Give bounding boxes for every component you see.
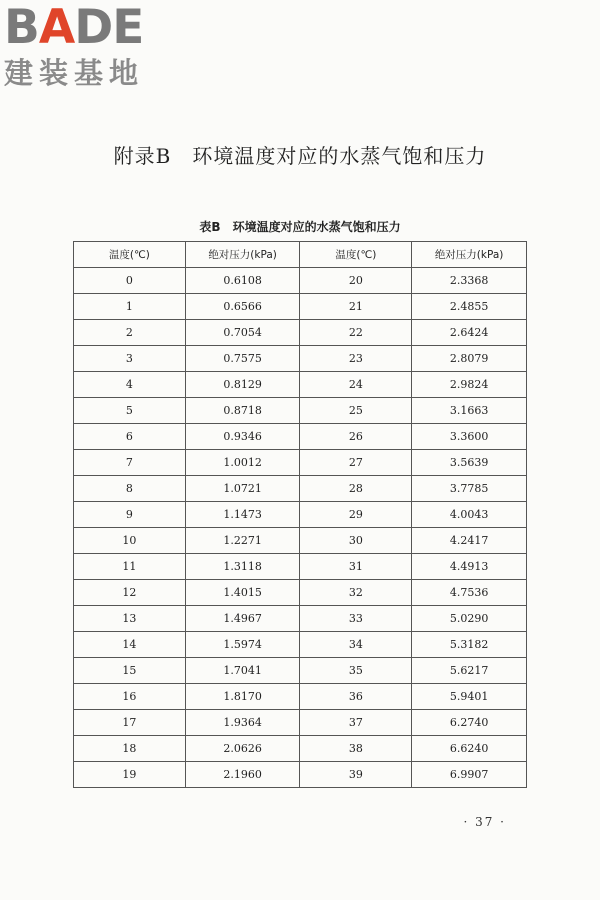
cell-temperature-left: 8 <box>74 476 186 502</box>
cell-temperature-left: 16 <box>74 684 186 710</box>
cell-temperature-left: 5 <box>74 398 186 424</box>
cell-pressure-left: 1.8170 <box>185 684 300 710</box>
cell-temperature-right: 25 <box>300 398 412 424</box>
cell-pressure-left: 0.7054 <box>185 320 300 346</box>
table-row <box>74 372 527 398</box>
cell-pressure-left: 0.8129 <box>185 372 300 398</box>
cell-temperature-right: 29 <box>300 502 412 528</box>
cell-pressure-left: 0.8718 <box>185 398 300 424</box>
cell-temperature-right: 23 <box>300 346 412 372</box>
cell-temperature-right: 24 <box>300 372 412 398</box>
cell-pressure-right: 6.6240 <box>412 736 527 762</box>
cell-temperature-left: 12 <box>74 580 186 606</box>
table-row <box>74 502 527 528</box>
table-row <box>74 320 527 346</box>
cell-temperature-left: 6 <box>74 424 186 450</box>
cell-temperature-left: 19 <box>74 762 186 788</box>
cell-pressure-left: 1.5974 <box>185 632 300 658</box>
cell-temperature-left: 10 <box>74 528 186 554</box>
table-caption: 表B 环境温度对应的水蒸气饱和压力 <box>199 220 401 234</box>
table-row <box>74 528 527 554</box>
cell-pressure-left: 1.4015 <box>185 580 300 606</box>
cell-temperature-left: 9 <box>74 502 186 528</box>
cell-pressure-left: 1.7041 <box>185 658 300 684</box>
cell-temperature-right: 27 <box>300 450 412 476</box>
header-pressure-right: 绝对压力(kPa) <box>412 242 527 268</box>
cell-temperature-right: 34 <box>300 632 412 658</box>
cell-pressure-right: 5.6217 <box>412 658 527 684</box>
cell-temperature-right: 37 <box>300 710 412 736</box>
table-row <box>74 346 527 372</box>
cell-pressure-left: 0.7575 <box>185 346 300 372</box>
table-row <box>74 658 527 684</box>
cell-pressure-right: 5.9401 <box>412 684 527 710</box>
brand-logo-subtitle: 建装基地 <box>4 56 145 90</box>
cell-temperature-right: 33 <box>300 606 412 632</box>
cell-temperature-left: 2 <box>74 320 186 346</box>
cell-pressure-right: 2.4855 <box>412 294 527 320</box>
table-row <box>74 580 527 606</box>
cell-pressure-left: 1.9364 <box>185 710 300 736</box>
cell-temperature-right: 36 <box>300 684 412 710</box>
cell-temperature-left: 17 <box>74 710 186 736</box>
cell-pressure-left: 2.1960 <box>185 762 300 788</box>
brand-logo-letters-de: DE <box>74 0 144 55</box>
cell-temperature-left: 18 <box>74 736 186 762</box>
cell-pressure-left: 1.1473 <box>185 502 300 528</box>
cell-temperature-left: 14 <box>74 632 186 658</box>
cell-temperature-right: 32 <box>300 580 412 606</box>
cell-temperature-left: 11 <box>74 554 186 580</box>
brand-logo-letter-a: A <box>38 0 75 55</box>
cell-pressure-right: 5.3182 <box>412 632 527 658</box>
table-row <box>74 268 527 294</box>
header-temperature-right: 温度(℃) <box>300 242 412 268</box>
cell-temperature-right: 38 <box>300 736 412 762</box>
cell-pressure-right: 4.0043 <box>412 502 527 528</box>
cell-pressure-right: 3.1663 <box>412 398 527 424</box>
table-row <box>74 294 527 320</box>
cell-pressure-right: 3.3600 <box>412 424 527 450</box>
cell-pressure-left: 1.3118 <box>185 554 300 580</box>
cell-pressure-left: 0.9346 <box>185 424 300 450</box>
table-row <box>74 736 527 762</box>
table-row <box>74 632 527 658</box>
cell-pressure-left: 1.0012 <box>185 450 300 476</box>
cell-pressure-right: 3.5639 <box>412 450 527 476</box>
cell-temperature-right: 20 <box>300 268 412 294</box>
table-row <box>74 684 527 710</box>
cell-pressure-left: 0.6108 <box>185 268 300 294</box>
cell-temperature-right: 35 <box>300 658 412 684</box>
header-pressure-left: 绝对压力(kPa) <box>185 242 300 268</box>
table-row <box>74 554 527 580</box>
cell-pressure-right: 6.2740 <box>412 710 527 736</box>
cell-pressure-right: 6.9907 <box>412 762 527 788</box>
cell-temperature-right: 28 <box>300 476 412 502</box>
cell-temperature-right: 39 <box>300 762 412 788</box>
table-row <box>74 476 527 502</box>
cell-temperature-right: 21 <box>300 294 412 320</box>
cell-pressure-right: 4.2417 <box>412 528 527 554</box>
brand-logo <box>4 0 145 90</box>
cell-temperature-left: 4 <box>74 372 186 398</box>
cell-temperature-right: 22 <box>300 320 412 346</box>
cell-temperature-left: 1 <box>74 294 186 320</box>
table-row <box>74 606 527 632</box>
brand-logo-word <box>4 0 144 55</box>
cell-pressure-left: 1.4967 <box>185 606 300 632</box>
cell-temperature-left: 15 <box>74 658 186 684</box>
cell-pressure-right: 5.0290 <box>412 606 527 632</box>
cell-pressure-right: 2.9824 <box>412 372 527 398</box>
cell-temperature-left: 3 <box>74 346 186 372</box>
cell-pressure-left: 0.6566 <box>185 294 300 320</box>
page-number: · 37 · <box>463 815 506 829</box>
cell-pressure-left: 2.0626 <box>185 736 300 762</box>
table-row <box>74 762 527 788</box>
table-row <box>74 450 527 476</box>
header-temperature-left: 温度(℃) <box>74 242 186 268</box>
saturation-pressure-table <box>73 241 527 788</box>
appendix-title: 附录B 环境温度对应的水蒸气饱和压力 <box>113 144 487 168</box>
cell-pressure-right: 2.8079 <box>412 346 527 372</box>
cell-temperature-left: 0 <box>74 268 186 294</box>
cell-temperature-left: 13 <box>74 606 186 632</box>
cell-pressure-right: 4.4913 <box>412 554 527 580</box>
table-row <box>74 424 527 450</box>
cell-pressure-left: 1.2271 <box>185 528 300 554</box>
cell-pressure-left: 1.0721 <box>185 476 300 502</box>
brand-logo-letter-b: B <box>4 0 39 55</box>
cell-pressure-right: 2.3368 <box>412 268 527 294</box>
cell-temperature-right: 30 <box>300 528 412 554</box>
table-row <box>74 710 527 736</box>
table-row <box>74 398 527 424</box>
cell-pressure-right: 2.6424 <box>412 320 527 346</box>
table-body <box>74 268 527 788</box>
cell-temperature-left: 7 <box>74 450 186 476</box>
cell-pressure-right: 3.7785 <box>412 476 527 502</box>
table-header-row <box>74 242 527 268</box>
cell-temperature-right: 31 <box>300 554 412 580</box>
cell-pressure-right: 4.7536 <box>412 580 527 606</box>
cell-temperature-right: 26 <box>300 424 412 450</box>
